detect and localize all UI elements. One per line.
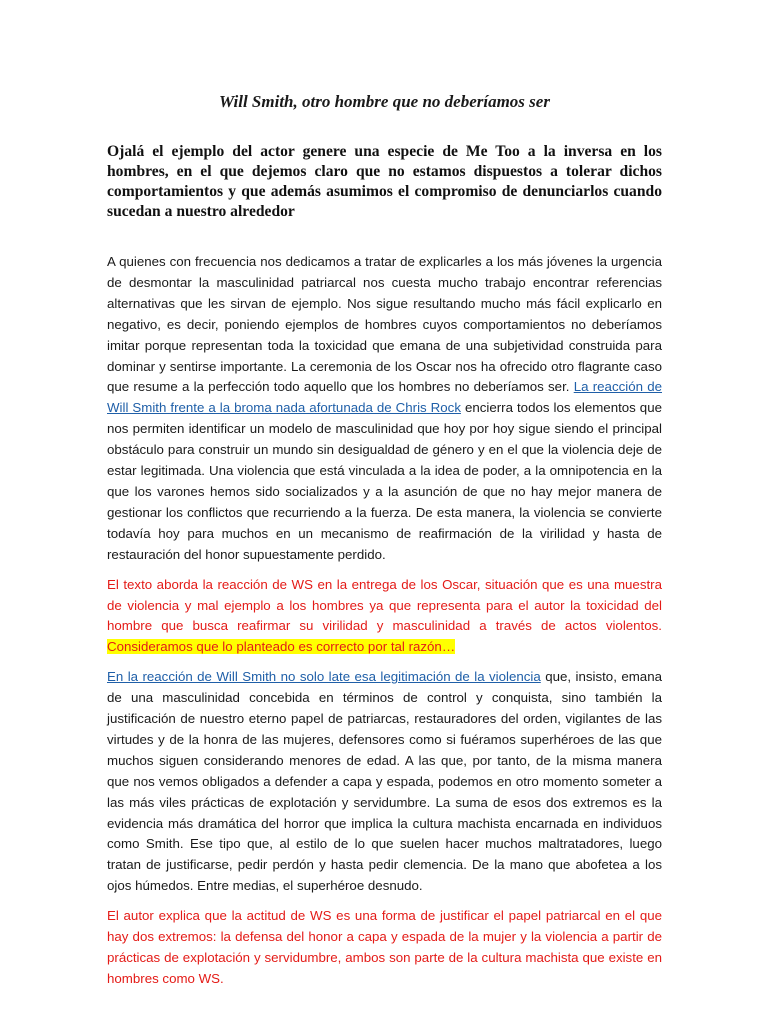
paragraph-1-text-end: encierra todos los elementos que nos permiten identificar un modelo de masculinidad que hoy por hoy sigue siendo el principal obstáculo para construir un mundo sin desigualdad de género y en el que la violencia deje de estar legitimada. Una violencia que está vinculada a la idea de poder, a la omnipotencia en la que los varones hemos sido socializados y a la asunción de que no hay mejor manera de gestionar los conflictos que recurriendo a la fuerza. De esta manera, la violencia se convierte todavía hoy para muchos en un mecanismo de reafirmación de la virilidad y hasta de restauración del honor supuestamente perdido. xyxy=(107,400,662,562)
annotation-2 xyxy=(107,906,662,990)
paragraph-2-text: que, insisto, emana de una masculinidad concebida en términos de control y conquista, sino también la justificación de nuestro eterno papel de patriarcas, restauradores del orden, vigilantes de las virtudes y de la honra de las mujeres, defensores como si fuéramos superhéroes de las que muchos siguen considerando menores de edad. A las que, por tanto, de la misma manera que nos vemos obligados a defender a capa y espada, podemos en otro momento someter a las más viles prácticas de explotación y servidumbre. La suma de esos dos extremos es la evidencia más dramática del horror que implica la cultura machista encarnada en individuos como Smith. Ese tipo que, al estilo de lo que suelen hacer muchos maltratadores, luego tratan de justificarse, pedir perdón y hasta pedir clemencia. De la mano que abofetea a los ojos húmedos. Entre medias, el superhéroe desnudo. xyxy=(107,669,662,894)
will-smith-reaction-link[interactable]: La reacción de Will Smith frente a la broma nada afortunada de Chris Rock xyxy=(107,379,662,416)
annotation-1 xyxy=(107,575,662,659)
legitimation-violence-link[interactable]: En la reacción de Will Smith no solo late esa legitimación de la violencia xyxy=(107,669,541,685)
annotation-2-text: El autor explica que la actitud de WS es una forma de justificar el papel patriarcal en el que hay dos extremos: la defensa del honor a capa y espada de la mujer y la violencia a partir de prácticas de explotación y servidumbre, ambos son parte de la cultura machista que existe en hombres como WS. xyxy=(107,908,662,986)
annotation-1-highlight: Consideramos que lo planteado es correcto por tal razón… xyxy=(107,639,456,655)
paragraph-1-text-start: A quienes con frecuencia nos dedicamos a tratar de explicarles a los más jóvenes la urgencia de desmontar la masculinidad patriarcal nos cuesta mucho trabajo encontrar referencias alternativas que les sirvan de ejemplo. Nos sigue resultando mucho más fácil explicarlo en negativo, es decir, poniendo ejemplos de hombres cuyos comportamientos no deberíamos imitar porque representan toda la toxicidad que emana de una subjetividad construida para dominar y sentirse importante. La ceremonia de los Oscar nos ha ofrecido otro flagrante caso que resume a la perfección todo aquello que los hombres no deberíamos ser. xyxy=(107,254,662,395)
paragraph-2 xyxy=(107,667,662,897)
article-title: Will Smith, otro hombre que no deberíamos ser xyxy=(219,92,550,111)
paragraph-1 xyxy=(107,252,662,566)
article-subtitle: Ojalá el ejemplo del actor genere una especie de Me Too a la inversa en los hombres, en el que dejemos claro que no estamos dispuestos a tolerar dichos comportamientos y que además asumimos el compromiso de denunciarlos cuando sucedan a nuestro alrededor xyxy=(107,143,662,220)
annotation-1-text: El texto aborda la reacción de WS en la entrega de los Oscar, situación que es una muestra de violencia y mal ejemplo a los hombres ya que representa para el autor la toxicidad del hombre que busca reafirmar su virilidad y masculinidad a través de actos violentos. xyxy=(107,576,662,634)
